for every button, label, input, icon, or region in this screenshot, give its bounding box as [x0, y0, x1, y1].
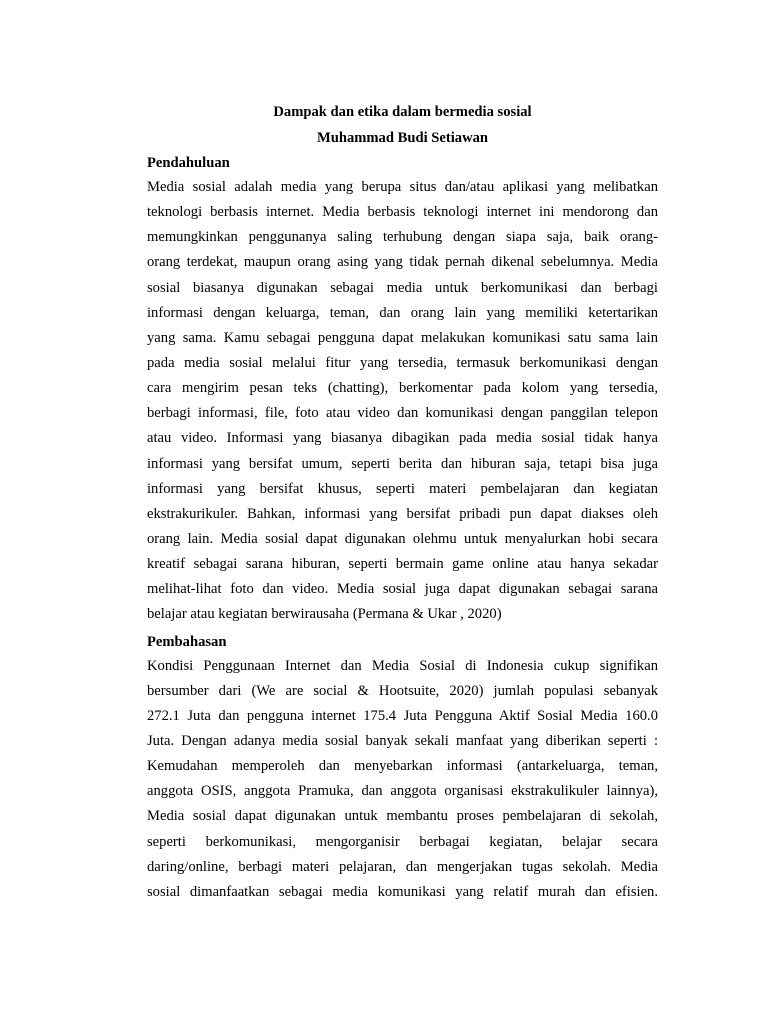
- text-line: belajar atau kegiatan berwirausaha (Permana & Ukar , 2020): [147, 606, 502, 623]
- text-line: Media sosial dapat digunakan untuk membantu proses pembelajaran di sekolah,: [147, 808, 658, 825]
- text-line: informasi yang bersifat khusus, seperti materi pembelajaran dan kegiatan: [147, 480, 658, 497]
- text-line: 272.1 Juta dan pengguna internet 175.4 Juta Pengguna Aktif Sosial Media 160.0: [147, 707, 658, 724]
- text-line: orang lain. Media sosial dapat digunakan olehmu untuk menyalurkan hobi secara: [147, 530, 658, 547]
- text-line: Media sosial adalah media yang berupa situs dan/atau aplikasi yang melibatkan: [147, 179, 658, 195]
- text-line: daring/online, berbagi materi pelajaran, dan mengerjakan tugas sekolah. Media: [147, 858, 658, 875]
- text-line: atau video. Informasi yang biasanya dibagikan pada media sosial tidak hanya: [147, 430, 658, 447]
- text-line: orang terdekat, maupun orang asing yang tidak pernah dikenal sebelumnya. Media: [147, 254, 658, 271]
- section-heading-pembahasan: Pembahasan: [147, 633, 227, 650]
- text-line: teknologi berbasis internet. Media berbasis teknologi internet ini mendorong dan: [147, 204, 658, 221]
- text-line: anggota OSIS, anggota Pramuka, dan anggota organisasi ekstrakulikuler lainnya),: [147, 783, 658, 800]
- text-line: memungkinkan penggunanya saling terhubung dengan siapa saja, baik orang-: [147, 229, 658, 246]
- section-heading-pendahuluan: Pendahuluan: [147, 155, 230, 171]
- text-line: pada media sosial melalui fitur yang tersedia, termasuk berkomunikasi dengan: [147, 354, 658, 371]
- text-line: Kemudahan memperoleh dan menyebarkan informasi (antarkeluarga, teman,: [147, 758, 658, 775]
- text-line: sosial dimanfaatkan sebagai media komunikasi yang relatif murah dan efisien.: [147, 883, 658, 900]
- text-line: seperti berkomunikasi, mengorganisir berbagai kegiatan, belajar secara: [147, 833, 658, 850]
- text-line: informasi yang bersifat umum, seperti berita dan hiburan saja, tetapi bisa juga: [147, 455, 658, 472]
- text-line: yang sama. Kamu sebagai pengguna dapat melakukan komunikasi satu sama lain: [147, 329, 658, 346]
- text-line: Juta. Dengan adanya media sosial banyak sekali manfaat yang diberikan seperti :: [147, 732, 658, 749]
- document-body: [147, 101, 658, 905]
- text-line: informasi dengan keluarga, teman, dan orang lain yang memiliki ketertarikan: [147, 304, 658, 321]
- text-line: cara mengirim pesan teks (chatting), berkomentar pada kolom yang tersedia,: [147, 380, 658, 397]
- text-line: bersumber dari (We are social & Hootsuite, 2020) jumlah populasi sebanyak: [147, 682, 658, 699]
- document-author: Muhammad Budi Setiawan: [316, 130, 489, 146]
- text-line: kreatif sebagai sarana hiburan, seperti bermain game online atau hanya sekadar: [147, 556, 658, 573]
- text-line: berbagi informasi, file, foto atau video dan komunikasi dengan panggilan telepon: [147, 405, 658, 422]
- text-line: ekstrakurikuler. Bahkan, informasi yang bersifat pribadi pun dapat diakses oleh: [147, 505, 658, 522]
- section-paragraph-pembahasan: [147, 654, 658, 905]
- text-line: melihat-lihat foto dan video. Media sosial juga dapat digunakan sebagai sarana: [147, 581, 658, 598]
- text-line: sosial biasanya digunakan sebagai media untuk berkomunikasi dan berbagi: [147, 279, 658, 296]
- document-title: Dampak dan etika dalam bermedia sosial: [273, 104, 532, 120]
- text-line: Kondisi Penggunaan Internet dan Media Sosial di Indonesia cukup signifikan: [147, 657, 658, 674]
- section-paragraph-pendahuluan: [147, 175, 658, 628]
